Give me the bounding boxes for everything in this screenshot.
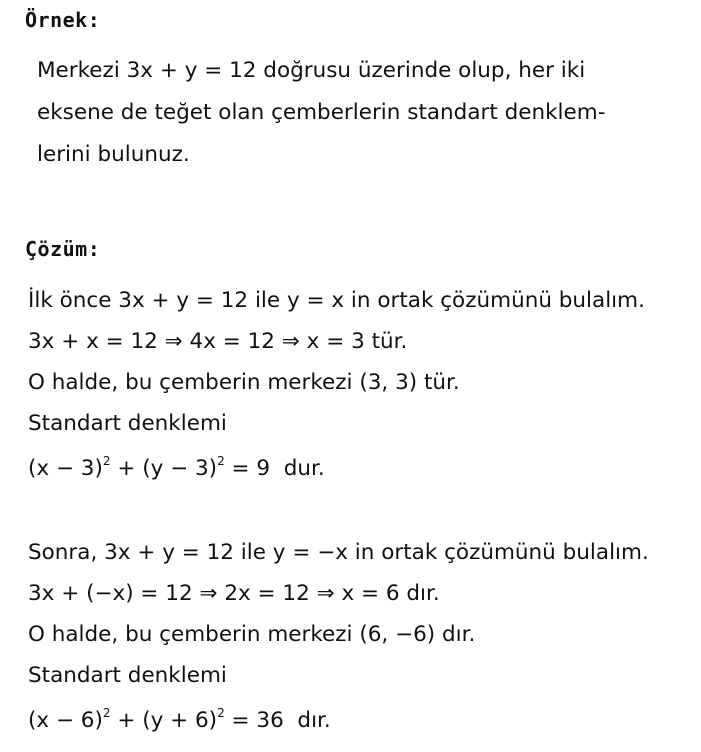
equation-term-x: (x − 3) xyxy=(28,456,103,481)
problem-line-1: Merkezi 3x + y = 12 doğrusu üzerinde olup, her iki xyxy=(37,58,586,83)
problem-line-2: eksene de teğet olan çemberlerin standart denklem- xyxy=(37,100,606,125)
circle-equation-2 xyxy=(28,706,331,733)
equation-rhs: = 36 dır. xyxy=(224,708,331,733)
equation-exponent: 2 xyxy=(217,454,225,468)
solution-part1-line-4: Standart denklemi xyxy=(28,411,227,436)
solution-part2-line-1: Sonra, 3x + y = 12 ile y = −x in ortak çözümünü bulalım. xyxy=(28,540,649,565)
equation-term-y: (y + 6) xyxy=(142,708,218,733)
equation-rhs: = 9 dur. xyxy=(224,456,325,481)
solution-part1-line-2: 3x + x = 12 ⇒ 4x = 12 ⇒ x = 3 tür. xyxy=(28,329,408,354)
equation-plus: + xyxy=(110,456,143,481)
equation-plus: + xyxy=(110,708,143,733)
solution-part2-line-4: Standart denklemi xyxy=(28,663,227,688)
equation-exponent: 2 xyxy=(102,454,111,468)
solution-heading: Çözüm: xyxy=(25,237,101,261)
problem-line-3: lerini bulunuz. xyxy=(37,142,190,167)
solution-part1-line-1: İlk önce 3x + y = 12 ile y = x in ortak çözümünü bulalım. xyxy=(28,288,645,313)
equation-exponent: 2 xyxy=(217,706,225,720)
example-heading: Örnek: xyxy=(25,8,101,32)
solution-part1-line-3: O halde, bu çemberin merkezi (3, 3) tür. xyxy=(28,370,460,395)
solution-part2-line-2: 3x + (−x) = 12 ⇒ 2x = 12 ⇒ x = 6 dır. xyxy=(28,581,440,606)
equation-term-x: (x − 6) xyxy=(28,708,103,733)
circle-equation-1 xyxy=(28,454,325,481)
equation-exponent: 2 xyxy=(102,706,111,720)
equation-term-y: (y − 3) xyxy=(142,456,218,481)
solution-part2-line-3: O halde, bu çemberin merkezi (6, −6) dır. xyxy=(28,622,476,647)
